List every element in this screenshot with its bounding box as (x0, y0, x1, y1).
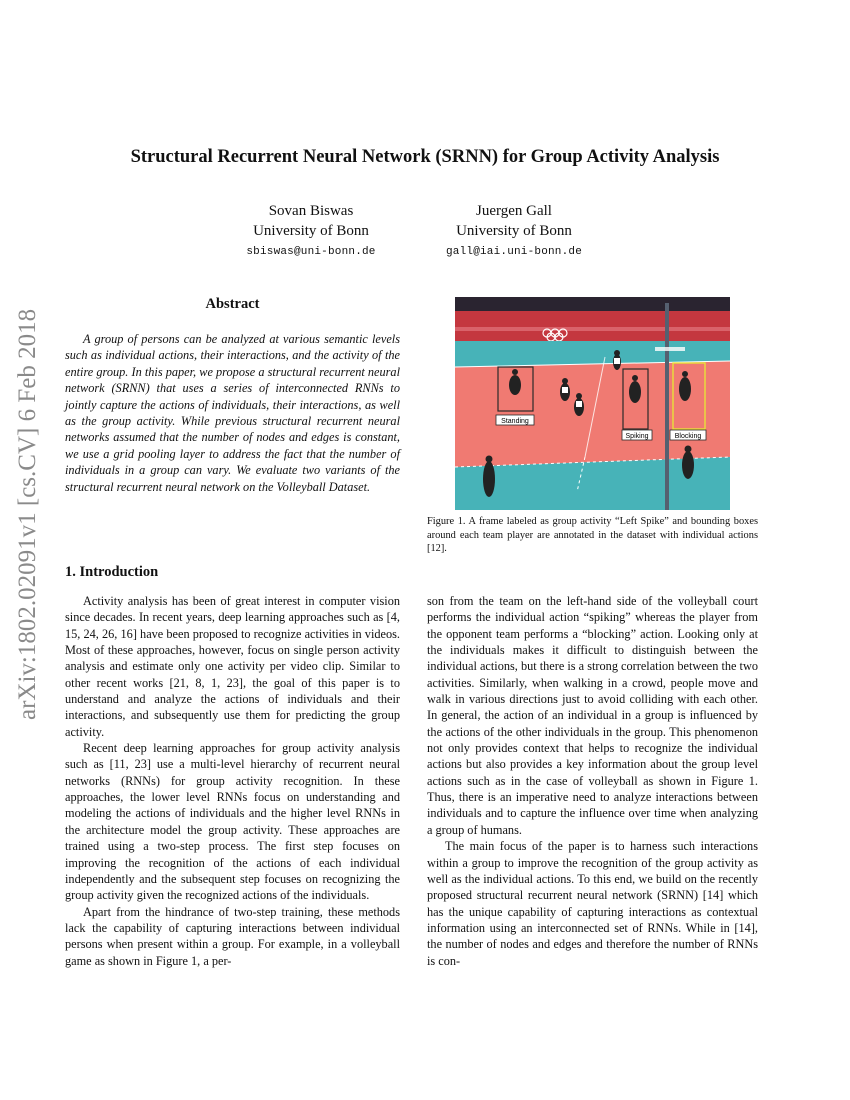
author-affiliation: University of Bonn (253, 223, 369, 239)
paper-title: Structural Recurrent Neural Network (SRNN) for Group Activity Analysis (130, 147, 720, 167)
figure-caption: Figure 1. A frame labeled as group activity “Left Spike” and bounding boxes around each team player are annotated in the dataset with individual actions [12]. (427, 516, 758, 555)
arxiv-identifier-stamp: arXiv:1802.02091v1 [cs.CV] 6 Feb 2018 (14, 308, 41, 720)
author-email: sbiswas@uni-bonn.de (246, 246, 376, 258)
figure-volleyball-frame (455, 297, 730, 510)
introduction-right-column (427, 593, 758, 969)
author-block-2 (394, 201, 634, 263)
author-affiliation: University of Bonn (456, 223, 572, 239)
abstract-text: A group of persons can be analyzed at various semantic levels such as individual actions, their interactions, and the activity of the entire group. In this paper, we propose a structural recurrent neural network (SRNN) that uses a series of interconnected RNNs to jointly capture the actions of individuals, their interactions, as well as the group activity. While previous structural recurrent neural networks assumed that the number of nodes and edges is constant, we use a grid pooling layer to address the fact that the number of individuals in a group can vary. We evaluate two variants of the structural recurrent neural network on the Volleyball Dataset. (65, 332, 400, 494)
section-heading-introduction: 1. Introduction (65, 564, 159, 580)
paragraph: Activity analysis has been of great interest in computer vision since decades. In recent years, deep learning approaches such as [4, 15, 24, 26, 16] have been proposed to recognize activities in videos. Most of these approaches, however, focus on single person activity analysis and estimate only one activity per video clip. Similar to other recent works [21, 8, 1, 23], the goal of this paper is to understand and analyze the actions of individuals and their interactions, and subsequently use them for predicting the group activity. (65, 594, 400, 739)
paragraph: Recent deep learning approaches for group activity analysis such as [11, 23] use a multi-level hierarchy of recurrent neural networks (RNNs) for group activity recognition. In these approaches, the lower level RNNs focus on understanding and modeling the actions of individuals and the higher level RNNs in the architecture model the group activity. These approaches are trained using a two-step process. The first step focuses on improving the recognition of the actions of each individual independently and the subsequent step focuses on recognizing the group activity given the recognized actions of the individuals. (65, 741, 400, 903)
spiking-label: Spiking (625, 433, 649, 440)
author-name: Sovan Biswas (268, 203, 354, 219)
author-email: gall@iai.uni-bonn.de (445, 246, 583, 258)
abstract-heading: Abstract (205, 296, 260, 312)
paragraph: son from the team on the left-hand side of the volleyball court performs the individual action “spiking” whereas the player from the opponent team performs a “blocking” action. Looking only at the individuals makes it difficult to distinguish between the individual actions, but there is a strong correlation between the two activities. Similarly, when walking in a crowd, people move and walk in various directions just to avoid colliding with each other. In general, the action of an individual in a group is influenced by the actions of the other individuals in the group. This phenomenon not only provides context that helps to recognize the individual actions but also provides a key information about the group level actions such as in the case of volleyball as shown in Figure 1. Thus, there is an imperative need to analyze interactions between individuals and to capture the influence over time when analyzing a group of humans. (427, 594, 758, 837)
introduction-left-column (65, 593, 400, 969)
paragraph: Apart from the hindrance of two-step training, these methods lack the capability of capturing interactions between individual persons when present within a group. For example, in a volleyball game as shown in Figure 1, a per- (65, 904, 400, 968)
author-name: Juergen Gall (476, 203, 552, 219)
paragraph: The main focus of the paper is to harness such interactions within a group to improve the recognition of the group activity as well as the individual actions. To this end, we build on the recently proposed structural recurrent neural network (SRNN) [14] which has the unique capability of capturing interactions as contextual information using an interconnected set of RNNs. While in [14], the number of nodes and edges and therefore the number of RNNs is con- (427, 839, 758, 968)
standing-label: Standing (501, 418, 529, 425)
volleyball-scene-image (455, 297, 730, 510)
blocking-label: Blocking (674, 433, 702, 440)
